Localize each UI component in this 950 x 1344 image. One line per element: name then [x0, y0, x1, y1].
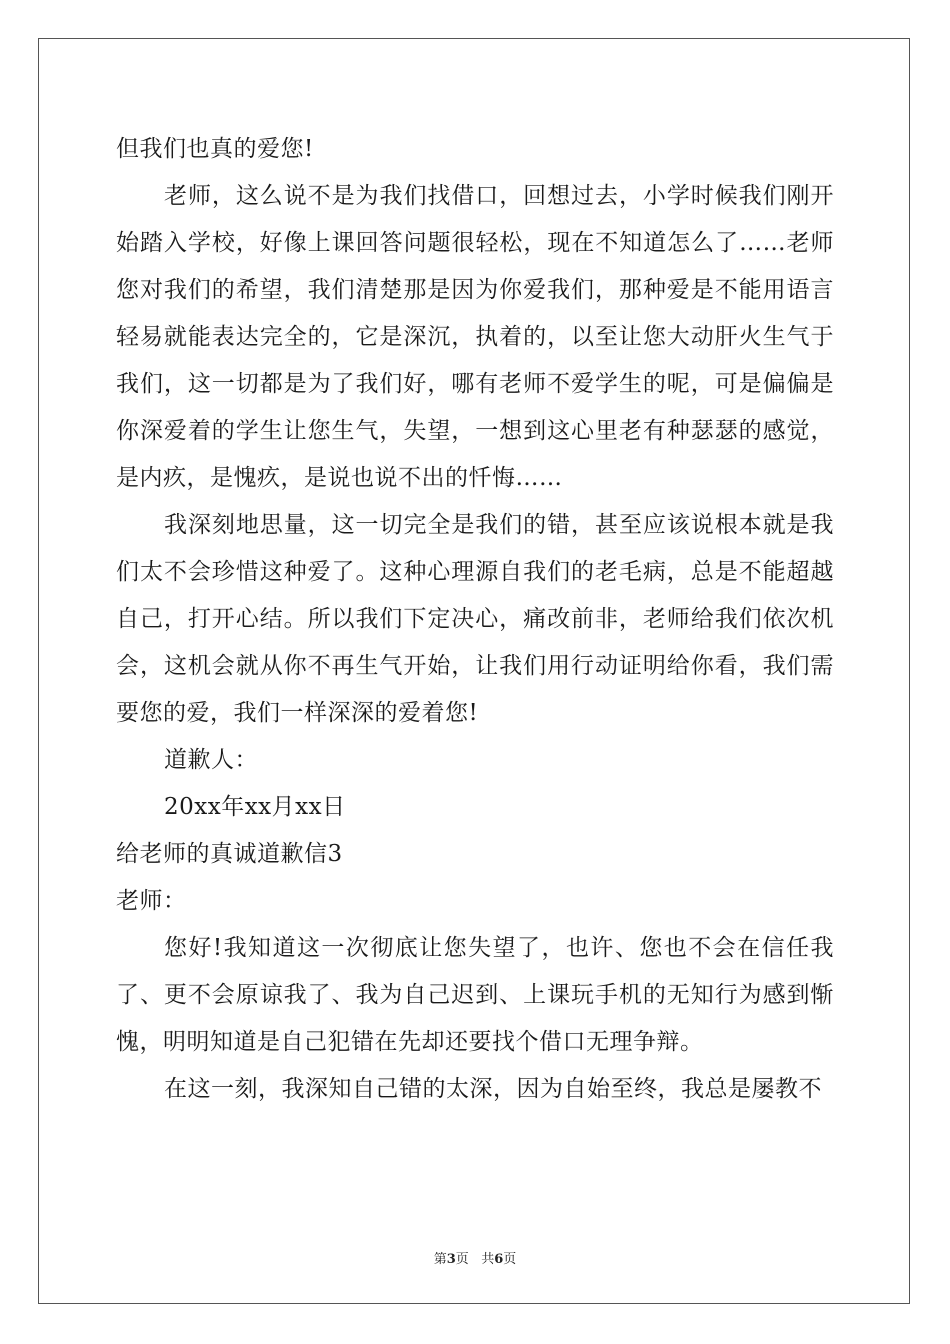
- section-title: 给老师的真诚道歉信3: [116, 841, 343, 867]
- signature-date: 20xx年xx月xx日: [164, 794, 346, 820]
- page-number: 3: [446, 1252, 456, 1267]
- total-suffix: 页: [503, 1252, 517, 1267]
- paragraph-1: 但我们也真的爱您!: [116, 136, 314, 162]
- paragraph-2: 老师，这么说不是为我们找借口，回想过去，小学时候我们刚开始踏入学校，好像上课回答问题很轻松，现在不知道怎么了……老师您对我们的希望，我们清楚那是因为你爱我们，那种爱是不能用语言轻易就能表达完全的，它是深沉，执着的，以至让您大动肝火生气于我们，这一切都是为了我们好，哪有老师不爱学生的呢，可是偏偏是你深爱着的学生让您生气，失望，一想到这心里老有种瑟瑟的感觉，是内疚，是愧疚，是说也说不出的忏悔……: [116, 183, 834, 491]
- total-pages: 6: [494, 1252, 504, 1267]
- page-prefix: 第: [433, 1252, 447, 1267]
- paragraph-4: 您好!我知道这一次彻底让您失望了，也许、您也不会在信任我了、更不会原谅我了、我为自己迟到、上课玩手机的无知行为感到惭愧，明明知道是自己犯错在先却还要找个借口无理争辩。: [116, 935, 834, 1055]
- paragraph-3: 我深刻地思量，这一切完全是我们的错，甚至应该说根本就是我们太不会珍惜这种爱了。这种心理源自我们的老毛病，总是不能超越自己，打开心结。所以我们下定决心，痛改前非，老师给我们依次机会，这机会就从你不再生气开始，让我们用行动证明给你看，我们需要您的爱，我们一样深深的爱着您!: [116, 512, 834, 726]
- page-suffix: 页: [455, 1252, 469, 1267]
- total-prefix: 共: [481, 1252, 495, 1267]
- paragraph-5: 在这一刻，我深知自己错的太深，因为自始至终，我总是屡教不: [164, 1076, 822, 1102]
- signature-label: 道歉人：: [164, 747, 258, 773]
- salutation: 老师：: [116, 888, 187, 914]
- page-footer: [0, 1248, 950, 1267]
- document-body: [116, 126, 834, 1113]
